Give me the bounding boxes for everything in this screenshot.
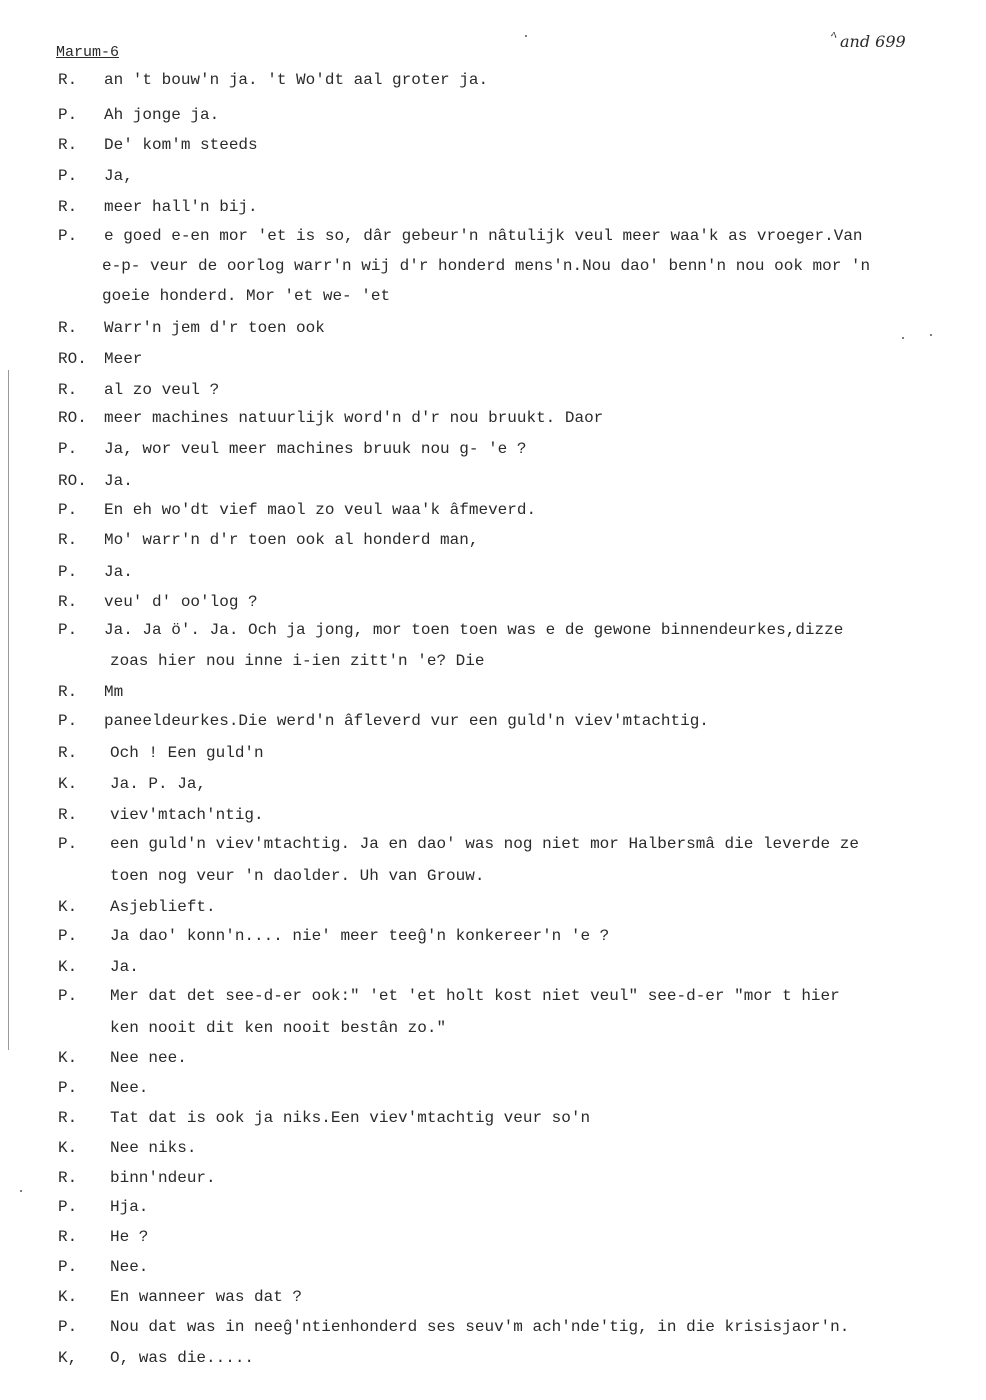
scan-speck (902, 337, 904, 339)
page-mark: ﾍ (830, 28, 837, 42)
utterance-text: paneeldeurkes.Die werd'n âfleverd vur een guld'n viev'mtachtig. (104, 712, 709, 730)
utterance-text: al zo veul ? (104, 381, 220, 399)
scan-speck (20, 1190, 22, 1192)
utterance-text: Ja, (104, 167, 133, 185)
speaker-label: P. (58, 1318, 78, 1336)
speaker-label: R. (58, 683, 78, 701)
speaker-label: P. (58, 501, 78, 519)
utterance-text: Ja. P. Ja, (110, 775, 207, 793)
utterance-text: toen nog veur 'n daolder. Uh van Grouw. (110, 867, 485, 885)
speaker-label: R. (58, 1169, 78, 1187)
utterance-text: Nee. (110, 1079, 149, 1097)
scan-speck (525, 35, 527, 37)
speaker-label: P. (58, 1198, 78, 1216)
utterance-text: En wanneer was dat ? (110, 1288, 303, 1306)
utterance-text: Ja dao' konn'n.... nie' meer teeĝ'n konkereer'n 'e ? (110, 927, 610, 945)
speaker-label: K. (58, 898, 78, 916)
speaker-label: R. (58, 531, 78, 549)
speaker-label: P. (58, 712, 78, 730)
speaker-label: P. (58, 106, 78, 124)
utterance-text: viev'mtach'ntig. (110, 806, 264, 824)
speaker-label: P. (58, 227, 78, 245)
speaker-label: R. (58, 198, 78, 216)
utterance-text: Ja, wor veul meer machines bruuk nou g- 'e ? (104, 440, 527, 458)
document-id: Marum-6 (56, 44, 120, 61)
utterance-text: Nou dat was in neeĝ'ntienhonderd ses seuv'm ach'nde'tig, in die krisisjaor'n. (110, 1318, 850, 1336)
speaker-label: K. (58, 1139, 78, 1157)
speaker-label: R. (58, 319, 78, 337)
speaker-label: R. (58, 71, 78, 89)
utterance-text: e-p- veur de oorlog warr'n wij d'r honderd mens'n.Nou dao' benn'n nou ook mor 'n (102, 257, 871, 275)
utterance-text: meer hall'n bij. (104, 198, 258, 216)
speaker-label: P. (58, 835, 78, 853)
utterance-text: O, was die..... (110, 1349, 255, 1367)
utterance-text: En eh wo'dt vief maol zo veul waa'k âfmeverd. (104, 501, 537, 519)
utterance-text: He ? (110, 1228, 149, 1246)
speaker-label: R. (58, 136, 78, 154)
page-label-text: and 699 (840, 32, 906, 51)
speaker-label: RO. (58, 409, 87, 427)
scan-edge-line (8, 370, 9, 1050)
utterance-text: Ja. (104, 563, 133, 581)
speaker-label: P. (58, 1079, 78, 1097)
speaker-label: RO. (58, 472, 87, 490)
utterance-text: veu' d' oo'log ? (104, 593, 258, 611)
utterance-text: Tat dat is ook ja niks.Een viev'mtachtig veur so'n (110, 1109, 591, 1127)
utterance-text: zoas hier nou inne i-ien zitt'n 'e? Die (110, 652, 485, 670)
speaker-label: P. (58, 1258, 78, 1276)
speaker-label: R. (58, 806, 78, 824)
utterance-text: Ja. (110, 958, 139, 976)
utterance-text: meer machines natuurlijk word'n d'r nou bruukt. Daor (104, 409, 604, 427)
speaker-label: RO. (58, 350, 87, 368)
utterance-text: De' kom'm steeds (104, 136, 258, 154)
utterance-text: een guld'n viev'mtachtig. Ja en dao' was nog niet mor Halbersmâ die leverde ze (110, 835, 859, 853)
utterance-text: binn'ndeur. (110, 1169, 216, 1187)
utterance-text: Warr'n jem d'r toen ook (104, 319, 325, 337)
speaker-label: P. (58, 621, 78, 639)
speaker-label: K. (58, 1288, 78, 1306)
speaker-label: K, (58, 1349, 78, 1367)
utterance-text: Mo' warr'n d'r toen ook al honderd man, (104, 531, 479, 549)
speaker-label: P. (58, 927, 78, 945)
utterance-text: Ja. Ja ö'. Ja. Och ja jong, mor toen toen was e de gewone binnendeurkes,dizze (104, 621, 844, 639)
speaker-label: R. (58, 1228, 78, 1246)
utterance-text: ken nooit dit ken nooit bestân zo." (110, 1019, 447, 1037)
utterance-text: Nee nee. (110, 1049, 187, 1067)
speaker-label: K. (58, 775, 78, 793)
speaker-label: K. (58, 958, 78, 976)
utterance-text: Nee. (110, 1258, 149, 1276)
utterance-text: goeie honderd. Mor 'et we- 'et (102, 287, 391, 305)
speaker-label: K. (58, 1049, 78, 1067)
utterance-text: Mer dat det see-d-er ook:" 'et 'et holt kost niet veul" see-d-er "mor t hier (110, 987, 840, 1005)
utterance-text: Asjeblieft. (110, 898, 216, 916)
speaker-label: P. (58, 987, 78, 1005)
utterance-text: Mm (104, 683, 124, 701)
speaker-label: R. (58, 744, 78, 762)
utterance-text: e goed e-en mor 'et is so, dâr gebeur'n nâtulijk veul meer waa'k as vroeger.Van (104, 227, 863, 245)
speaker-label: P. (58, 563, 78, 581)
utterance-text: Och ! Een guld'n (110, 744, 264, 762)
speaker-label: R. (58, 381, 78, 399)
utterance-text: Ja. (104, 472, 133, 490)
utterance-text: Meer (104, 350, 143, 368)
page-label (830, 28, 906, 51)
speaker-label: R. (58, 1109, 78, 1127)
speaker-label: R. (58, 593, 78, 611)
scan-speck (930, 334, 932, 336)
speaker-label: P. (58, 167, 78, 185)
utterance-text: Nee niks. (110, 1139, 197, 1157)
speaker-label: P. (58, 440, 78, 458)
utterance-text: Ah jonge ja. (104, 106, 220, 124)
utterance-text: an 't bouw'n ja. 't Wo'dt aal groter ja. (104, 71, 489, 89)
utterance-text: Hja. (110, 1198, 149, 1216)
